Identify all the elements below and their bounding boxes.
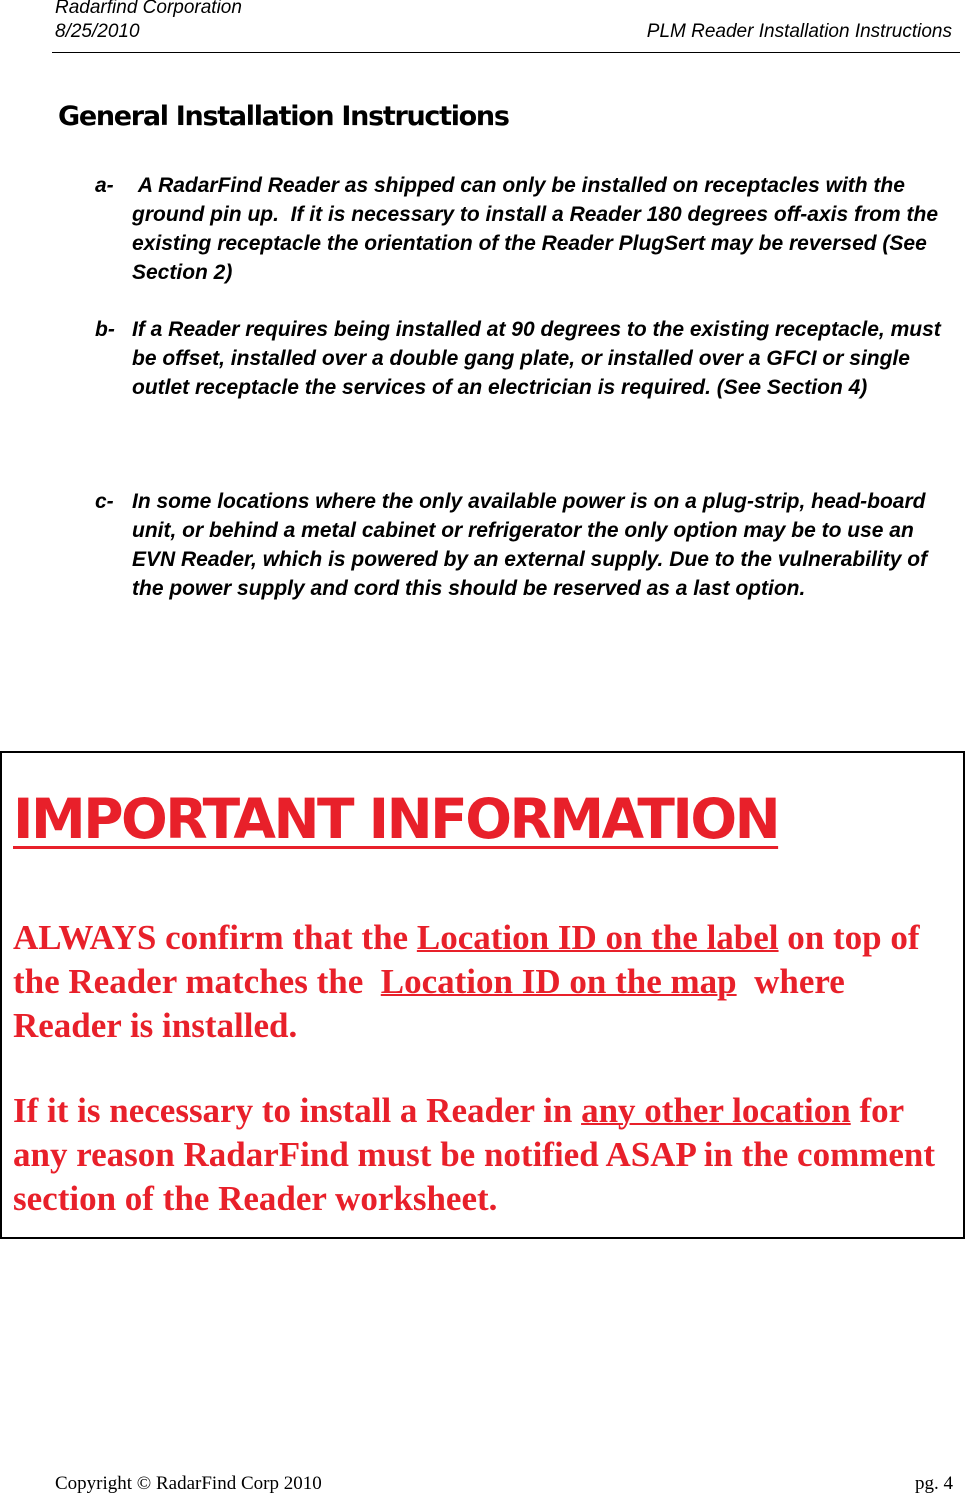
location-id-label-emphasis: Location ID on the label: [416, 918, 779, 957]
paragraph-text: where Reader is installed.: [13, 962, 854, 1045]
item-marker: b-: [95, 318, 115, 341]
location-confirm-paragraph: [13, 916, 958, 1048]
paragraph-text: If it is necessary to install a Reader in: [13, 1091, 582, 1130]
instruction-item-c: [95, 487, 955, 603]
section-title: General Installation Instructions: [58, 101, 509, 132]
header-company: Radarfind Corporation: [55, 0, 242, 18]
item-text: If a Reader requires being installed at 90 degrees to the existing receptacle, must be offset, installed over a double gang plate, or installed over a GFCI or single outlet receptacle the services of an electrician is required. (See Section 4): [132, 318, 941, 399]
item-text: A RadarFind Reader as shipped can only be installed on receptacles with the ground pin up. If it is necessary to install a Reader 180 degrees off-axis from the existing receptacle the orientation of the Reader PlugSert may be reversed (See Section 2): [132, 174, 944, 284]
location-id-map-emphasis: Location ID on the map: [380, 962, 737, 1001]
item-marker: a-: [95, 174, 114, 197]
item-marker: c-: [95, 490, 114, 513]
instruction-item-b: [95, 315, 955, 402]
notify-paragraph: [13, 1089, 958, 1221]
paragraph-text: for any reason RadarFind must be notified ASAP in the comment section of the Reader worksheet.: [13, 1091, 944, 1218]
footer-copyright: Copyright © RadarFind Corp 2010: [55, 1473, 322, 1494]
important-information-box: [0, 751, 965, 1239]
header-divider: [52, 52, 960, 53]
header-date: 8/25/2010: [55, 21, 140, 42]
paragraph-text: ALWAYS confirm that the: [13, 918, 417, 957]
item-text: In some locations where the only available power is on a plug-strip, head-board unit, or behind a metal cabinet or refrigerator the only option may be to use an EVN Reader, which is powered by an external supply. Due to the vulnerability of the power supply and cord this should be reserved as a last option.: [132, 490, 928, 600]
instruction-item-a: [95, 171, 955, 287]
footer-page-number: pg. 4: [915, 1473, 953, 1494]
other-location-emphasis: any other location: [581, 1091, 851, 1130]
important-heading: IMPORTANT INFORMATION: [13, 787, 779, 851]
header-document-title: PLM Reader Installation Instructions: [646, 21, 952, 42]
paragraph-text: on top of the Reader matches the: [13, 918, 929, 1001]
